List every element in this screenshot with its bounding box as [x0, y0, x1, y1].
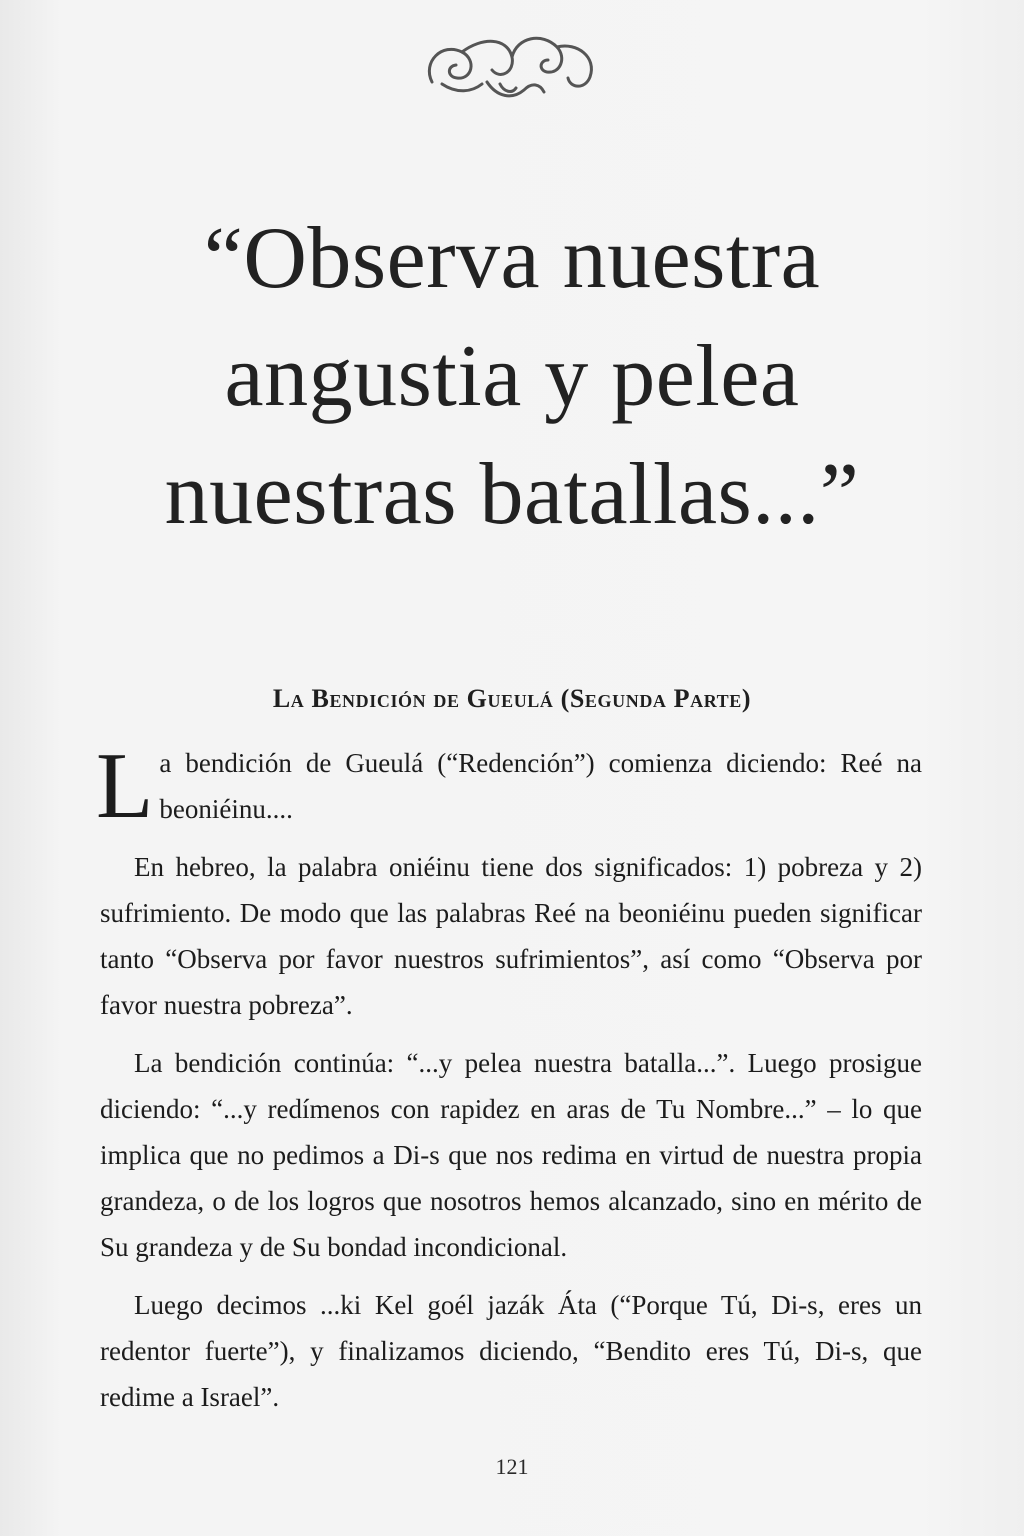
- section-heading: La Bendición de Gueulá (Segunda Parte): [272, 684, 752, 713]
- chapter-title-line-3: nuestras batallas...”: [164, 446, 860, 543]
- dropcap: L: [96, 734, 154, 838]
- chapter-title-line-1: “Observa nuestra: [203, 210, 821, 307]
- paragraph-1-text: a bendición de Gueulá (“Redención”) comienza diciendo: Reé na beoniéinu....: [159, 748, 922, 824]
- paragraph-4: Luego decimos ...ki Kel goél jazák Áta (“Porque Tú, Di-s, eres un redentor fuerte”), y finalizamos diciendo, “Bendito eres Tú, Di-s, que redime a Israel”.: [100, 1290, 922, 1412]
- paragraph-1: [96, 734, 922, 838]
- chapter-title-line-2: angustia y pelea: [224, 328, 800, 425]
- paragraph-3: La bendición continúa: “...y pelea nuestra batalla...”. Luego prosigue diciendo: “...y redímenos con rapidez en aras de Tu Nombre...” – lo que implica que no pedimos a Di-s que nos redima en virtud de nuestra propia grandeza, o de los logros que nosotros hemos alcanzado, sino en mérito de Su grandeza y de Su bondad incondicional.: [100, 1048, 922, 1262]
- body-text: [96, 734, 922, 1432]
- chapter-title: [0, 200, 1024, 554]
- paragraph-2: En hebreo, la palabra oniéinu tiene dos significados: 1) pobreza y 2) sufrimiento. De modo que las palabras Reé na beoniéinu pueden significar tanto “Observa por favor nuestros sufrimientos”, así como “Observa por favor nuestra pobreza”.: [100, 852, 922, 1020]
- page-number: 121: [495, 1454, 529, 1479]
- flourish-ornament-icon: [412, 22, 612, 112]
